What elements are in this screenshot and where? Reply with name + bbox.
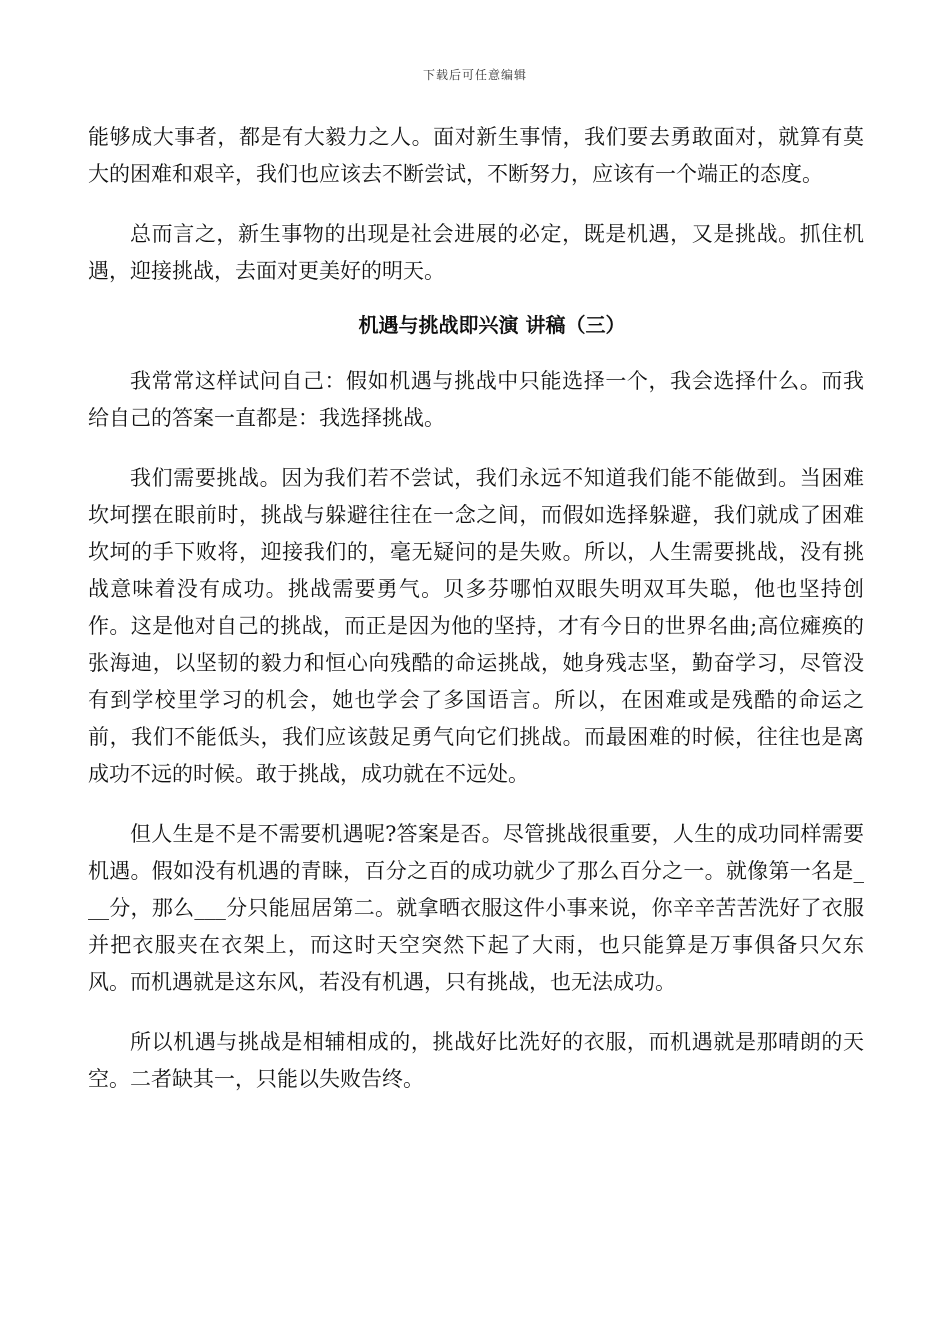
paragraph-2: 总而言之，新生事物的出现是社会进展的必定，既是机遇，又是挑战。抓住机遇，迎接挑战，去面对更美好的明天。 [88,222,864,283]
section-title: 机遇与挑战即兴演 讲稿（三） [358,313,626,337]
paragraph-1: 能够成大事者，都是有大毅力之人。面对新生事情，我们要去勇敢面对，就算有莫大的困难和艰辛，我们也应该去不断尝试，不断努力，应该有一个端正的态度。 [88,125,864,186]
paragraph-3: 我常常这样试问自己：假如机遇与挑战中只能选择一个，我会选择什么。而我给自己的答案一直都是：我选择挑战。 [88,369,864,430]
paragraph-4: 我们需要挑战。因为我们若不尝试，我们永远不知道我们能不能做到。当困难坎坷摆在眼前时，挑战与躲避往往在一念之间，而假如选择躲避，我们就成了困难坎坷的手下败将，迎接我们的，毫无疑问的是失败。所以，人生需要挑战，没有挑战意味着没有成功。挑战需要勇气。贝多芬哪怕双眼失明双耳失聪，他也坚持创作。这是他对自己的挑战，而正是因为他的坚持，才有今日的世界名曲;高位瘫痪的张海迪，以坚韧的毅力和恒心向残酷的命运挑战，她身残志坚，勤奋学习，尽管没有到学校里学习的机会，她也学会了多国语言。所以，在困难或是残酷的命运之前，我们不能低头，我们应该鼓足勇气向它们挑战。而最困难的时候，往往也是离成功不远的时候。敢于挑战，成功就在不远处。 [88,466,864,786]
paragraph-6: 所以机遇与挑战是相辅相成的，挑战好比洗好的衣服，而机遇就是那晴朗的天空。二者缺其一，只能以失败告终。 [88,1030,864,1091]
paragraph-5: 但人生是不是不需要机遇呢?答案是否。尽管挑战很重要，人生的成功同样需要机遇。假如没有机遇的青睐，百分之百的成功就少了那么百分之一。就像第一名是___分，那么___分只能屈居第二。就拿晒衣服这件小事来说，你辛辛苦苦洗好了衣服并把衣服夹在衣架上，而这时天空突然下起了大雨，也只能算是万事俱备只欠东风。而机遇就是这东风，若没有机遇，只有挑战，也无法成功。 [88,822,864,994]
document-body [88,119,864,1121]
page-header: 下载后可任意编辑 [422,68,527,82]
